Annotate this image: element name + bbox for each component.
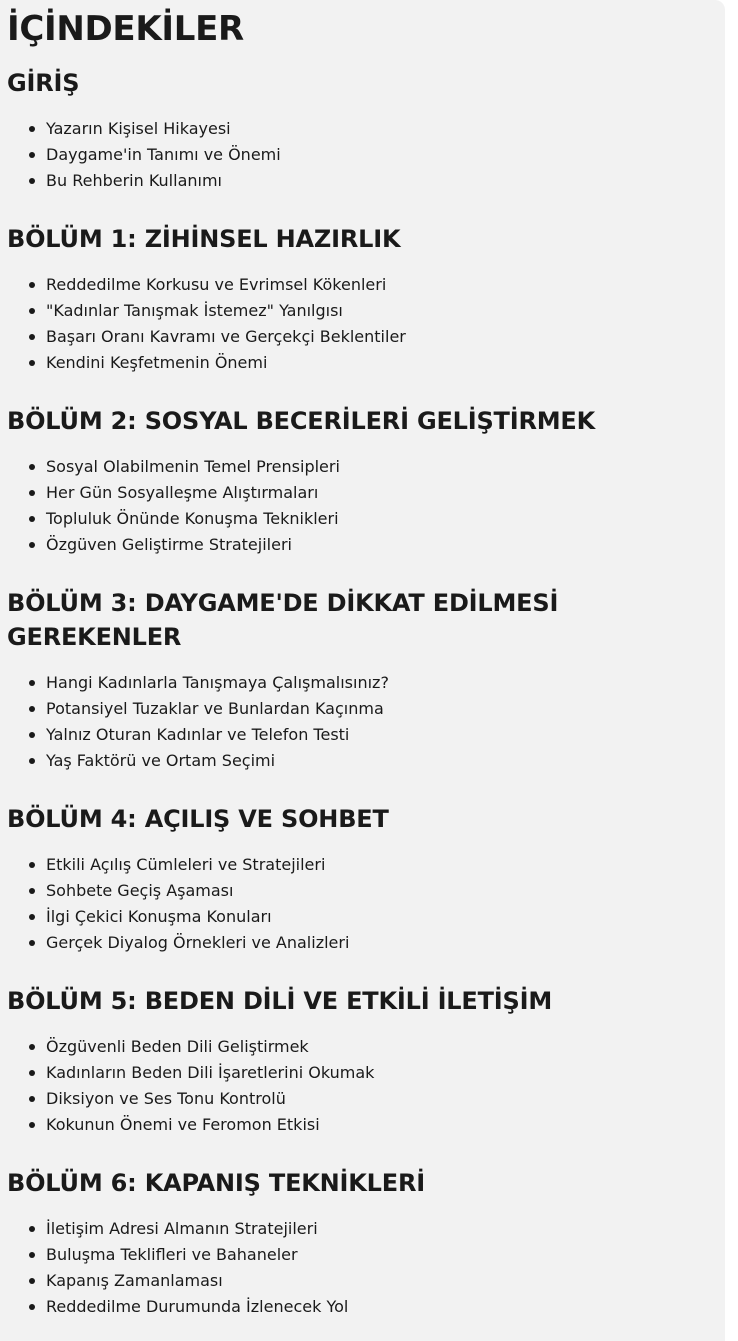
toc-section — [7, 802, 725, 956]
list-item: Daygame'in Tanımı ve Önemi — [7, 142, 725, 168]
list-item: Yazarın Kişisel Hikayesi — [7, 116, 725, 142]
section-item-list — [7, 272, 725, 376]
section-item-list — [7, 852, 725, 956]
list-item: Başarı Oranı Kavramı ve Gerçekçi Beklentiler — [7, 324, 725, 350]
list-item: Hangi Kadınlarla Tanışmaya Çalışmalısınız? — [7, 670, 725, 696]
list-item: Sohbete Geçiş Aşaması — [7, 878, 725, 904]
list-item: Özgüvenli Beden Dili Geliştirmek — [7, 1034, 725, 1060]
section-heading: BÖLÜM 2: SOSYAL BECERİLERİ GELİŞTİRMEK — [7, 407, 596, 435]
toc-section — [7, 984, 725, 1138]
list-item: "Kadınlar Tanışmak İstemez" Yanılgısı — [7, 298, 725, 324]
section-item-list — [7, 116, 725, 194]
table-of-contents — [7, 66, 725, 1320]
section-item-list — [7, 1034, 725, 1138]
list-item: Topluluk Önünde Konuşma Teknikleri — [7, 506, 725, 532]
list-item: Potansiyel Tuzaklar ve Bunlardan Kaçınma — [7, 696, 725, 722]
list-item: Etkili Açılış Cümleleri ve Stratejileri — [7, 852, 725, 878]
section-heading: GİRİŞ — [7, 69, 80, 97]
section-heading: BÖLÜM 6: KAPANIŞ TEKNİKLERİ — [7, 1169, 425, 1197]
list-item: İlgi Çekici Konuşma Konuları — [7, 904, 725, 930]
toc-section — [7, 1166, 725, 1320]
list-item: Kokunun Önemi ve Feromon Etkisi — [7, 1112, 725, 1138]
list-item: İletişim Adresi Almanın Stratejileri — [7, 1216, 725, 1242]
list-item: Her Gün Sosyalleşme Alıştırmaları — [7, 480, 725, 506]
section-item-list — [7, 454, 725, 558]
list-item: Reddedilme Korkusu ve Evrimsel Kökenleri — [7, 272, 725, 298]
list-item: Yalnız Oturan Kadınlar ve Telefon Testi — [7, 722, 725, 748]
list-item: Reddedilme Durumunda İzlenecek Yol — [7, 1294, 725, 1320]
toc-section — [7, 586, 725, 774]
list-item: Sosyal Olabilmenin Temel Prensipleri — [7, 454, 725, 480]
section-heading: BÖLÜM 3: DAYGAME'DE DİKKAT EDİLMESİ GEREKENLER — [7, 589, 559, 651]
section-heading: BÖLÜM 1: ZİHİNSEL HAZIRLIK — [7, 225, 401, 253]
toc-section — [7, 222, 725, 376]
page-title: İÇİNDEKİLER — [7, 9, 244, 49]
list-item: Gerçek Diyalog Örnekleri ve Analizleri — [7, 930, 725, 956]
list-item: Yaş Faktörü ve Ortam Seçimi — [7, 748, 725, 774]
section-item-list — [7, 1216, 725, 1320]
list-item: Özgüven Geliştirme Stratejileri — [7, 532, 725, 558]
section-item-list — [7, 670, 725, 774]
list-item: Buluşma Teklifleri ve Bahaneler — [7, 1242, 725, 1268]
toc-section — [7, 66, 725, 194]
list-item: Bu Rehberin Kullanımı — [7, 168, 725, 194]
section-heading: BÖLÜM 4: AÇILIŞ VE SOHBET — [7, 805, 389, 833]
section-heading: BÖLÜM 5: BEDEN DİLİ VE ETKİLİ İLETİŞİM — [7, 987, 552, 1015]
list-item: Kadınların Beden Dili İşaretlerini Okumak — [7, 1060, 725, 1086]
list-item: Kendini Keşfetmenin Önemi — [7, 350, 725, 376]
list-item: Kapanış Zamanlaması — [7, 1268, 725, 1294]
list-item: Diksiyon ve Ses Tonu Kontrolü — [7, 1086, 725, 1112]
toc-section — [7, 404, 725, 558]
